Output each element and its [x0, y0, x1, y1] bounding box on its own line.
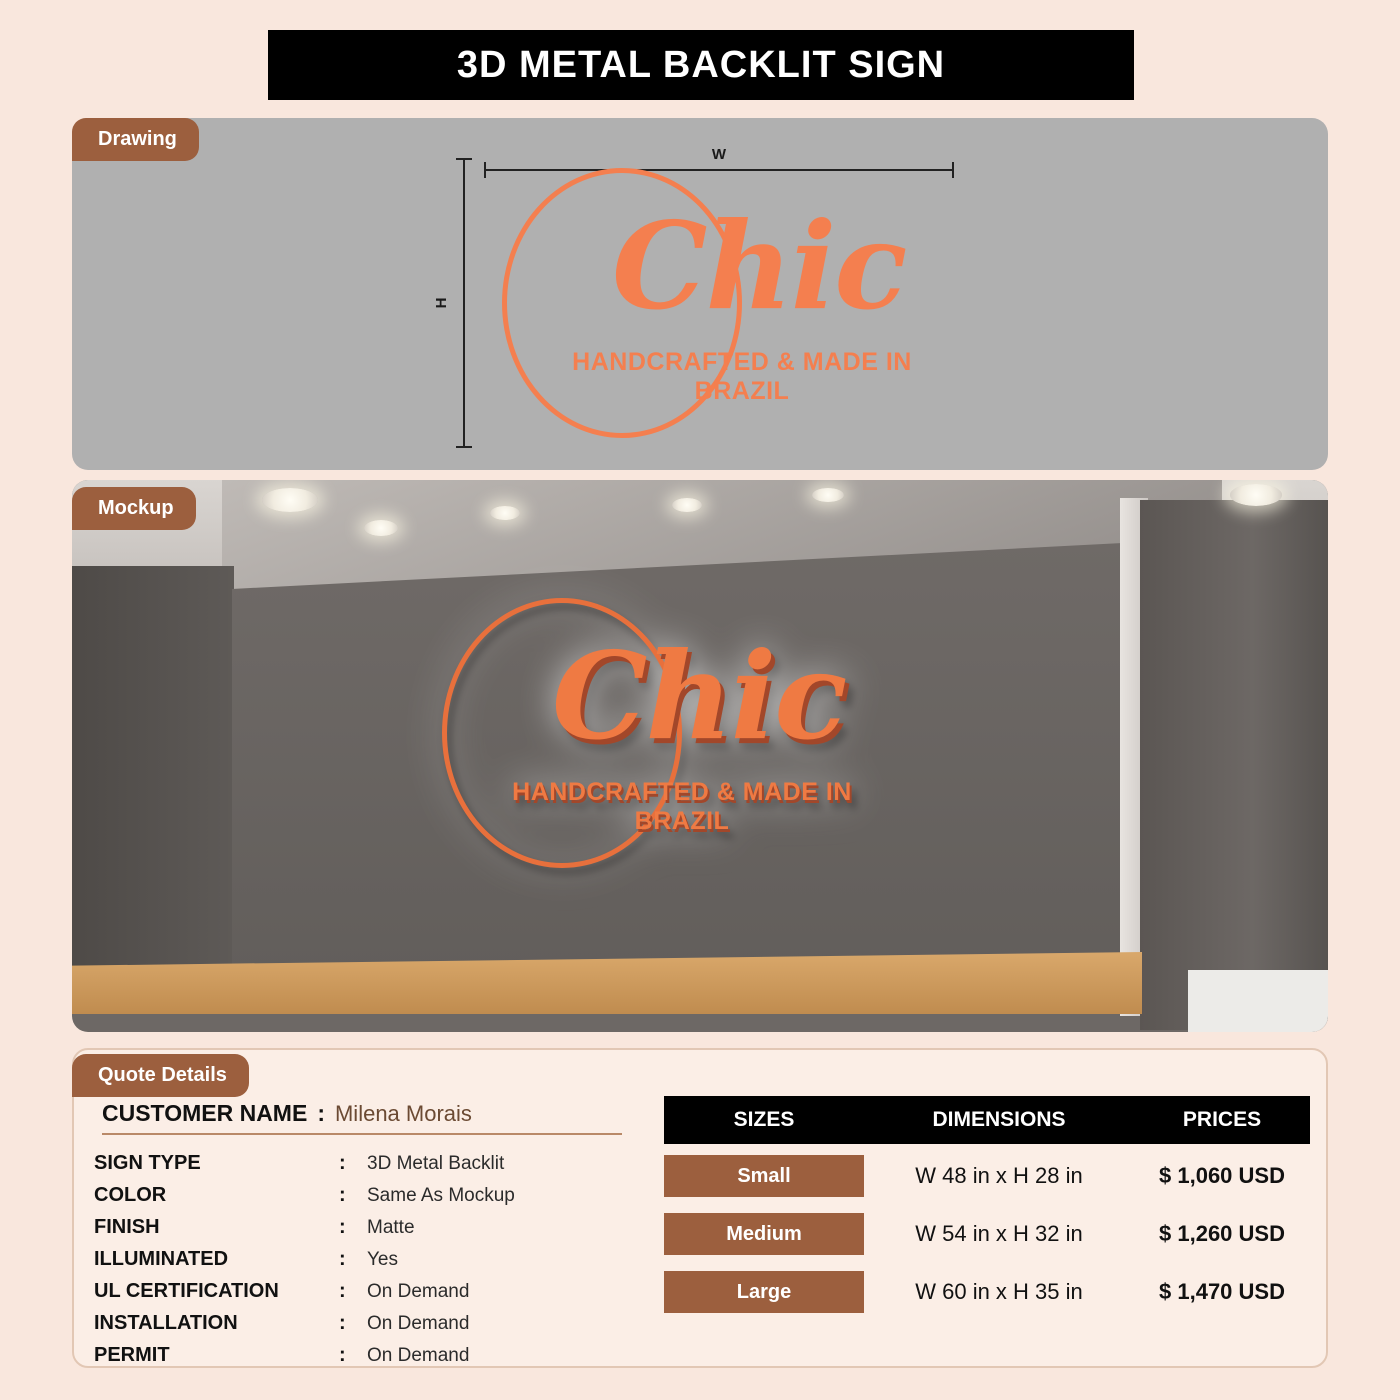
- logo-tagline: HANDCRAFTED & MADE IN BRAZIL: [572, 348, 912, 405]
- spec-row: [94, 1280, 654, 1303]
- mockup-panel-tab: [72, 487, 196, 530]
- spec-colon: :: [339, 1248, 346, 1270]
- spec-key: UL CERTIFICATION: [94, 1280, 279, 1302]
- height-tick-top: [456, 158, 472, 160]
- column-header-dimensions: DIMENSIONS: [932, 1108, 1066, 1131]
- right-wall: [1140, 500, 1328, 1030]
- spec-key: COLOR: [94, 1184, 167, 1206]
- spec-value: Yes: [367, 1249, 398, 1270]
- spec-key: SIGN TYPE: [94, 1152, 201, 1174]
- table-row: [664, 1208, 1310, 1260]
- mockup-tab-label: Mockup: [98, 497, 174, 519]
- spec-row: [94, 1216, 654, 1239]
- floor-base: [1188, 970, 1328, 1032]
- drawing-panel-tab: [72, 118, 199, 161]
- spec-colon: :: [339, 1152, 346, 1174]
- page-title: 3D METAL BACKLIT SIGN: [456, 43, 946, 86]
- table-row: [664, 1266, 1310, 1318]
- dimensions-value: W 54 in x H 32 in: [915, 1221, 1083, 1246]
- height-dimension-line: [463, 158, 465, 448]
- ceiling-light-icon: [1230, 484, 1282, 506]
- drawing-tab-label: Drawing: [98, 128, 177, 150]
- width-label: W: [711, 146, 727, 163]
- spec-value: Matte: [367, 1217, 415, 1238]
- spec-key: INSTALLATION: [94, 1312, 238, 1334]
- price-value: $ 1,260 USD: [1159, 1221, 1285, 1246]
- logo-tagline: HANDCRAFTED & MADE IN BRAZIL: [512, 778, 852, 835]
- ceiling-light-icon: [812, 488, 844, 502]
- column-header-sizes: SIZES: [733, 1108, 795, 1131]
- logo-script-text: Chic: [552, 626, 846, 767]
- quote-details-tab: [72, 1054, 249, 1097]
- table-row: [664, 1150, 1310, 1202]
- pricing-table-header: [664, 1096, 1310, 1144]
- spec-row: [94, 1344, 654, 1367]
- size-badge: Medium: [664, 1213, 864, 1255]
- spec-value: Same As Mockup: [367, 1185, 515, 1206]
- size-badge: Large: [664, 1271, 864, 1313]
- quote-details-panel: [72, 1048, 1328, 1368]
- ceiling-light-icon: [364, 520, 398, 536]
- ceiling-light-icon: [672, 498, 702, 512]
- drawing-panel: [72, 118, 1328, 470]
- spec-colon: :: [339, 1344, 346, 1366]
- spec-value: On Demand: [367, 1345, 470, 1366]
- dimensions-value: W 48 in x H 28 in: [915, 1163, 1083, 1188]
- quote-tab-label: Quote Details: [98, 1064, 227, 1086]
- spec-row: [94, 1312, 654, 1335]
- spec-list: [94, 1152, 654, 1368]
- height-label: H: [432, 297, 450, 309]
- customer-name-colon: :: [317, 1100, 325, 1126]
- spec-value: On Demand: [367, 1313, 470, 1334]
- drawing-logo: [492, 158, 962, 448]
- height-tick-bottom: [456, 446, 472, 448]
- customer-name-label: CUSTOMER NAME: [102, 1100, 308, 1126]
- dimensions-value: W 60 in x H 35 in: [915, 1279, 1083, 1304]
- size-badge: Small: [664, 1155, 864, 1197]
- spec-key: FINISH: [94, 1216, 160, 1238]
- ceiling-light-icon: [490, 506, 520, 520]
- mockup-panel: [72, 480, 1328, 1032]
- spec-row: [94, 1184, 654, 1207]
- price-value: $ 1,470 USD: [1159, 1279, 1285, 1304]
- pricing-table: [664, 1096, 1310, 1318]
- mockup-logo: [432, 588, 902, 878]
- spec-colon: :: [339, 1312, 346, 1334]
- spec-colon: :: [339, 1184, 346, 1206]
- spec-value: 3D Metal Backlit: [367, 1153, 505, 1174]
- page-title-bar: [268, 30, 1134, 100]
- spec-key: PERMIT: [94, 1344, 170, 1366]
- price-value: $ 1,060 USD: [1159, 1163, 1285, 1188]
- width-tick-left: [484, 162, 486, 178]
- logo-script-text: Chic: [612, 196, 906, 337]
- customer-name-value: Milena Morais: [334, 1101, 472, 1126]
- spec-row: [94, 1248, 654, 1271]
- spec-row: [94, 1152, 654, 1175]
- spec-colon: :: [339, 1216, 346, 1238]
- customer-name-row: [102, 1100, 622, 1135]
- spec-key: ILLUMINATED: [94, 1248, 229, 1270]
- spec-colon: :: [339, 1280, 346, 1302]
- ceiling-light-icon: [262, 488, 318, 512]
- left-wall: [72, 566, 234, 1006]
- column-header-prices: PRICES: [1182, 1108, 1262, 1131]
- spec-value: On Demand: [367, 1281, 470, 1302]
- height-dimension: [432, 158, 474, 448]
- mockup-logo-wrap: [432, 588, 902, 878]
